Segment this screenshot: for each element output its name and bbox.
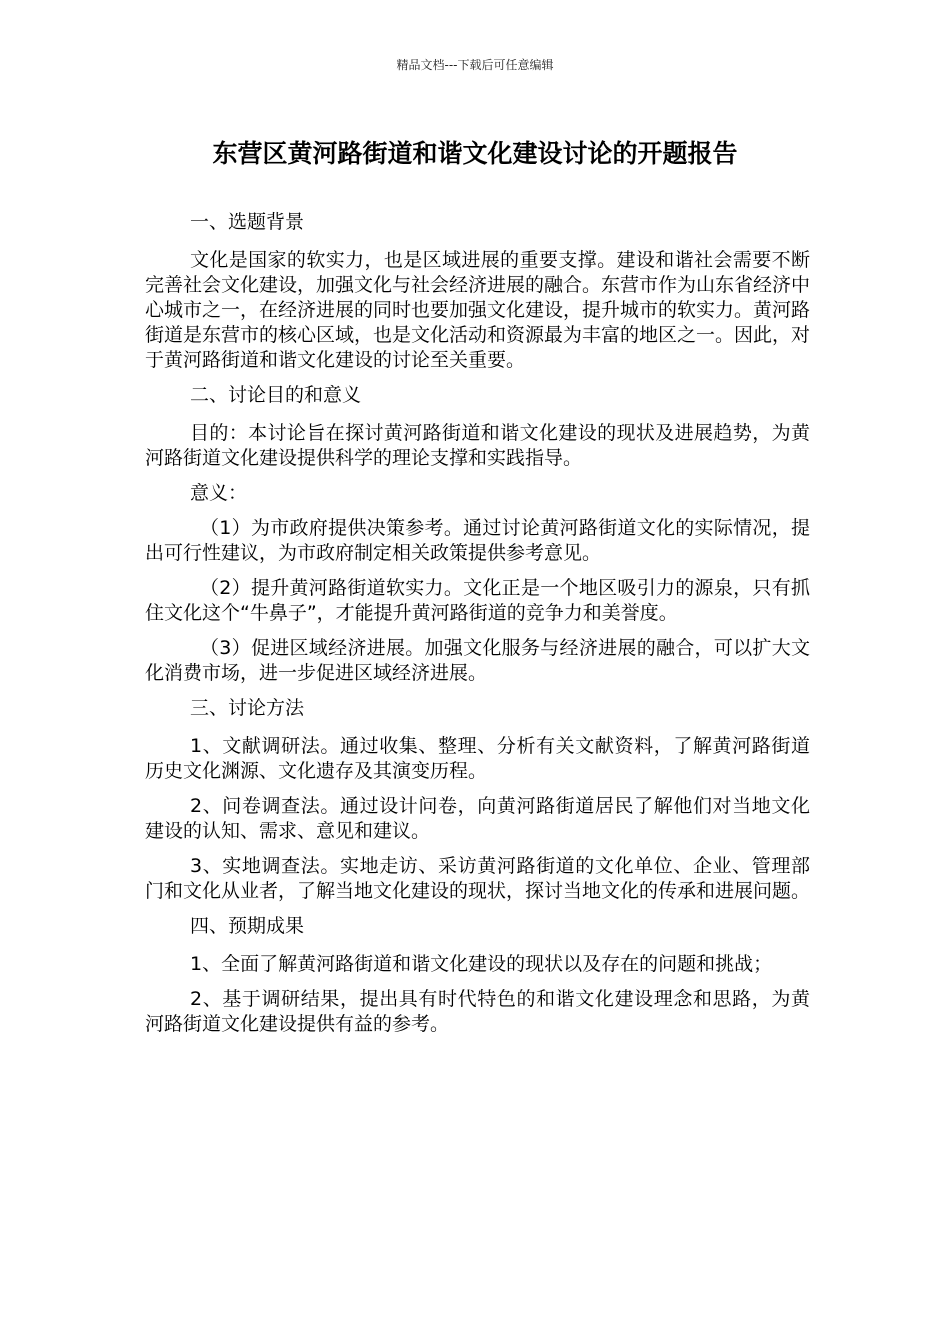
section-heading-methods: 三、讨论方法 xyxy=(190,697,305,719)
section-heading-background: 一、选题背景 xyxy=(190,211,305,233)
document-body xyxy=(145,210,810,1047)
outcome-item-2: 2、基于调研结果，提出具有时代特色的和谐文化建设理念和思路，为黄河路街道文化建设提供有益的参考。 xyxy=(145,988,810,1035)
document-title: 东营区黄河路街道和谐文化建设讨论的开题报告 xyxy=(212,139,738,168)
section-heading-outcomes: 四、预期成果 xyxy=(190,915,305,937)
significance-item-3: （3）促进区域经济进展。加强文化服务与经济进展的融合，可以扩大文化消费市场，进一步促进区域经济进展。 xyxy=(145,637,810,684)
significance-item-1: （1）为市政府提供决策参考。通过讨论黄河路街道文化的实际情况，提出可行性建议，为市政府制定相关政策提供参考意见。 xyxy=(145,517,810,564)
paragraph-purpose: 目的：本讨论旨在探讨黄河路街道和谐文化建设的现状及进展趋势，为黄河路街道文化建设提供科学的理论支撑和实践指导。 xyxy=(145,422,810,469)
header-note: 精品文档---下载后可任意编辑 xyxy=(396,58,554,72)
method-item-2: 2、问卷调查法。通过设计问卷，向黄河路街道居民了解他们对当地文化建设的认知、需求、意见和建议。 xyxy=(145,795,810,842)
significance-item-2: （2）提升黄河路街道软实力。文化正是一个地区吸引力的源泉，只有抓住文化这个“牛鼻子”，才能提升黄河路街道的竞争力和美誉度。 xyxy=(145,577,810,624)
method-item-3: 3、实地调查法。实地走访、采访黄河路街道的文化单位、企业、管理部门和文化从业者，了解当地文化建设的现状，探讨当地文化的传承和进展问题。 xyxy=(145,855,811,902)
paragraph-background: 文化是国家的软实力，也是区域进展的重要支撑。建设和谐社会需要不断完善社会文化建设，加强文化与社会经济进展的融合。东营市作为山东省经济中心城市之一，在经济进展的同时也要加强文化建设，提升城市的软实力。黄河路街道是东营市的核心区域，也是文化活动和资源最为丰富的地区之一。因此，对于黄河路街道和谐文化建设的讨论至关重要。 xyxy=(145,249,811,371)
method-item-1: 1、文献调研法。通过收集、整理、分析有关文献资料，了解黄河路街道历史文化渊源、文化遗存及其演变历程。 xyxy=(145,735,810,782)
paragraph-significance-label: 意义： xyxy=(190,482,248,504)
outcome-item-1: 1、全面了解黄河路街道和谐文化建设的现状以及存在的问题和挑战； xyxy=(190,953,773,975)
section-heading-purpose: 二、讨论目的和意义 xyxy=(190,384,362,406)
